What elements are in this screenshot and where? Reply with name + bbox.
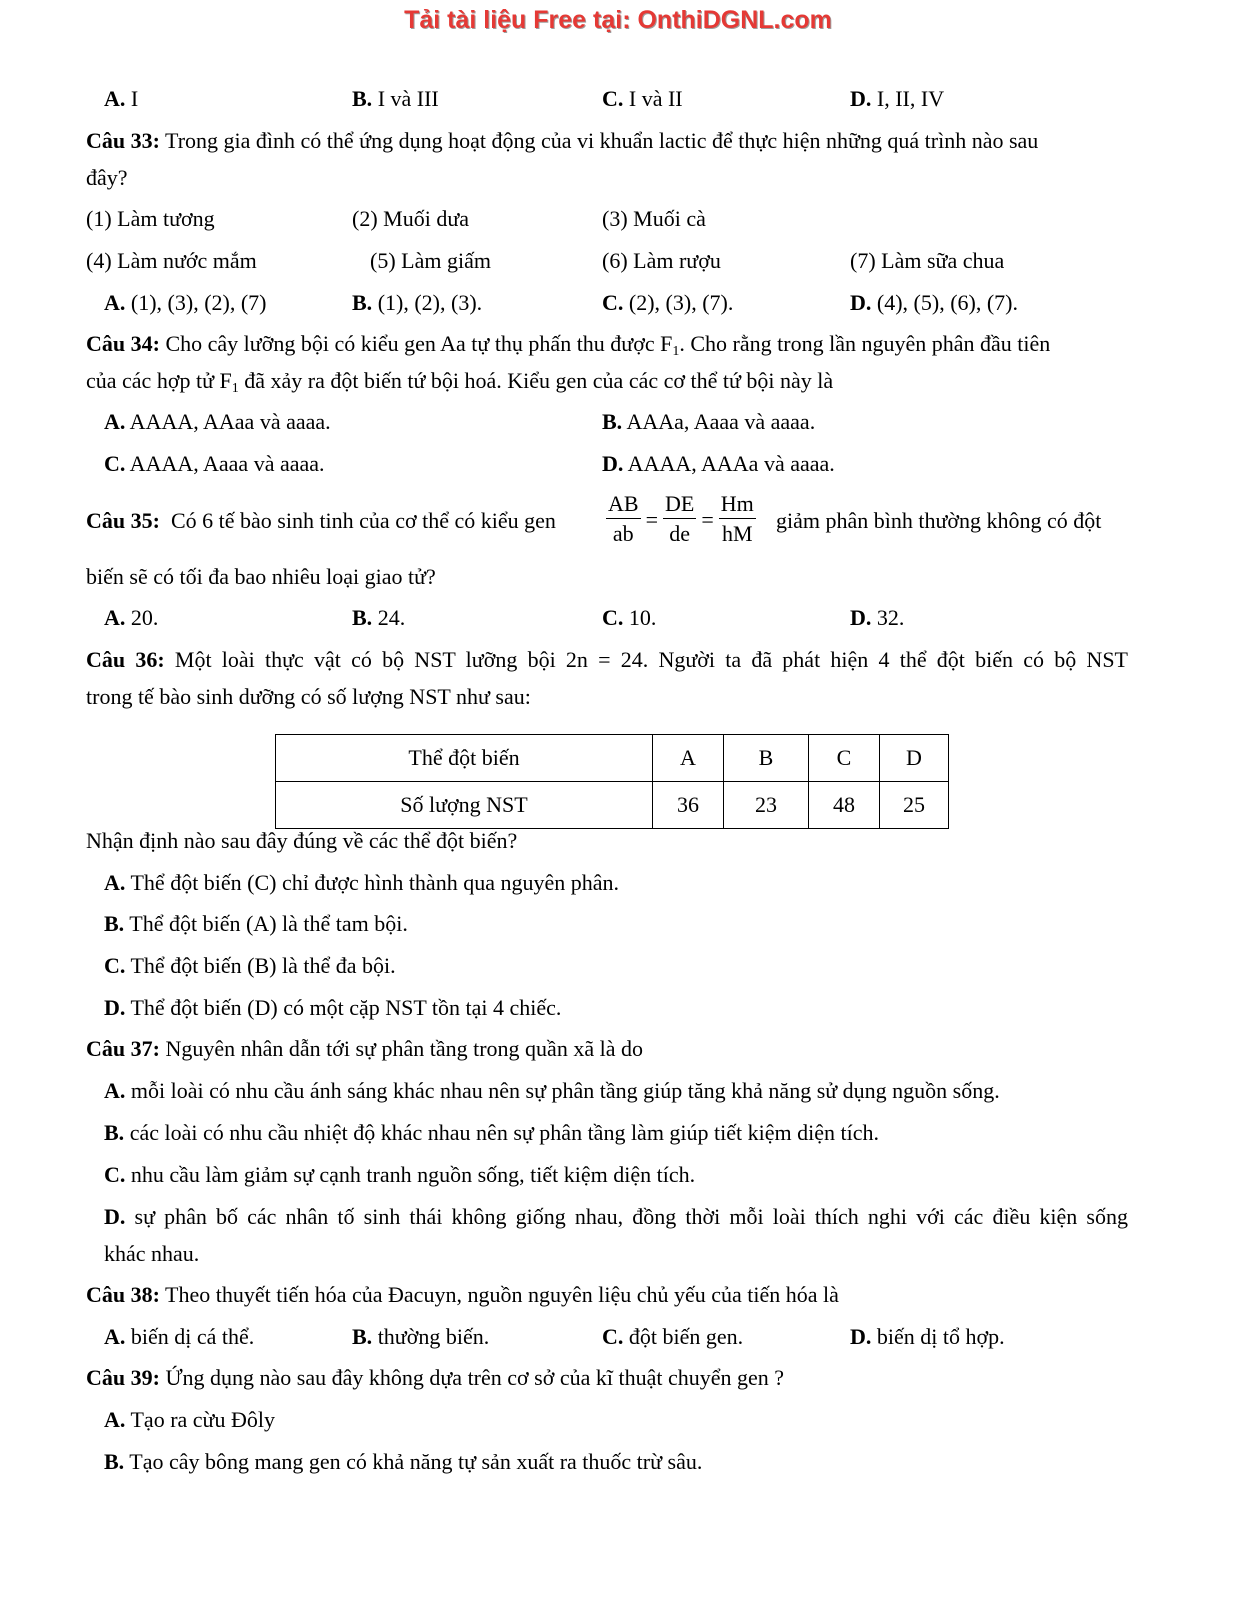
q33-item-5: (5) Làm giấm: [370, 248, 491, 273]
q35-option-c: C. 10.: [602, 605, 657, 630]
table-cell: 25: [880, 782, 949, 829]
q39-option-a: A. Tạo ra cừu Đôly: [104, 1407, 275, 1432]
q38-option-c: C. đột biến gen.: [602, 1324, 744, 1349]
q33-item-2: (2) Muối dưa: [352, 206, 470, 231]
table-cell: 36: [653, 782, 724, 829]
q36-option-d: D. Thể đột biến (D) có một cặp NST tồn tại 4 chiếc.: [104, 995, 562, 1020]
q33-item-7: (7) Làm sữa chua: [850, 248, 1005, 273]
q33-item-1: (1) Làm tương: [86, 206, 215, 231]
page-header-link[interactable]: Tải tài liệu Free tại: OnthiDGNL.com: [404, 6, 832, 34]
q39-option-b: B. Tạo cây bông mang gen có khả năng tự sản xuất ra thuốc trừ sâu.: [104, 1449, 703, 1474]
q36-option-a: A. Thể đột biến (C) chỉ được hình thành qua nguyên phân.: [104, 870, 619, 895]
q32-option-b: B. I và III: [352, 86, 439, 111]
q34-option-b: B. AAAa, Aaaa và aaaa.: [602, 409, 816, 434]
q38-option-d: D. biến dị tổ hợp.: [850, 1324, 1005, 1349]
q34-option-d: D. AAAA, AAAa và aaaa.: [602, 451, 835, 476]
table-header-cell: B: [724, 735, 809, 782]
q33-stem: Câu 33: Trong gia đình có thể ứng dụng hoạt động của vi khuẩn lactic để thực hiện những quá trình nào sau: [86, 128, 1039, 153]
q34-stem: Câu 34: Cho cây lưỡng bội có kiểu gen Aa tự thụ phấn thu được $F_1$. Cho rằng trong lần nguyên phân đầu tiên: [86, 331, 1051, 359]
q38-stem: Câu 38: Theo thuyết tiến hóa của Đacuyn, nguồn nguyên liệu chủ yếu của tiến hóa là: [86, 1282, 839, 1307]
q38-option-a: A. biến dị cá thể.: [104, 1324, 255, 1349]
q37-option-d: D. sự phân bố các nhân tố sinh thái không giống nhau, đồng thời mỗi loài thích nghi với các điều kiện sống: [104, 1204, 1128, 1229]
q32-option-a: A. I: [104, 86, 139, 111]
q33-option-b: B. (1), (2), (3).: [352, 290, 483, 315]
q34-stem-cont: của các hợp tử $F_1$ đã xảy ra đột biến tứ bội hoá. Kiểu gen của các cơ thể tứ bội này là: [86, 368, 834, 396]
q37-stem: Câu 37: Nguyên nhân dẫn tới sự phân tầng trong quần xã là do: [86, 1036, 643, 1061]
q33-stem-cont: đây?: [86, 165, 128, 190]
q35-option-b: B. 24.: [352, 605, 406, 630]
table-cell: 48: [809, 782, 880, 829]
q35-stem-label: Câu 35: Có 6 tế bào sinh tinh của cơ thể có kiểu gen: [86, 508, 556, 533]
table-header-cell: C: [809, 735, 880, 782]
q33-option-c: C. (2), (3), (7).: [602, 290, 734, 315]
q39-stem: Câu 39: Ứng dụng nào sau đây không dựa trên cơ sở của kĩ thuật chuyển gen ?: [86, 1365, 785, 1390]
q36-option-c: C. Thể đột biến (B) là thể đa bội.: [104, 953, 396, 978]
q35-stem-tail: giảm phân bình thường không có đột: [776, 508, 1102, 533]
q34-option-c: C. AAAA, Aaaa và aaaa.: [104, 451, 325, 476]
q36-option-b: B. Thể đột biến (A) là thể tam bội.: [104, 911, 408, 936]
q38-option-b: B. thường biến.: [352, 1324, 490, 1349]
q35-fraction-de: $\frac{DE}{de}$: [664, 491, 695, 546]
q33-item-6: (6) Làm rượu: [602, 248, 721, 273]
table-header-cell: A: [653, 735, 724, 782]
nst-table: [275, 734, 949, 829]
q32-option-c: C. I và II: [602, 86, 683, 111]
q32-option-d: D. I, II, IV: [850, 86, 945, 111]
q33-item-3: (3) Muối cà: [602, 206, 706, 231]
q35-option-d: D. 32.: [850, 605, 905, 630]
q33-item-4: (4) Làm nước mắm: [86, 248, 257, 273]
q33-option-d: D. (4), (5), (6), (7).: [850, 290, 1018, 315]
q36-stem-cont: trong tế bào sinh dưỡng có số lượng NST như sau:: [86, 684, 531, 709]
q37-option-a: A. mỗi loài có nhu cầu ánh sáng khác nhau nên sự phân tầng giúp tăng khả năng sử dụng nguồn sống.: [104, 1078, 1000, 1103]
q35-genotype-formula: $\frac{AB}{ab}$ = $\frac{DE}{de}$ = $\frac{Hm}{hM}$: [604, 490, 758, 549]
q34-option-a: A. AAAA, AAaa và aaaa.: [104, 409, 331, 434]
q37-option-b: B. các loài có nhu cầu nhiệt độ khác nhau nên sự phân tầng làm giúp tiết kiệm diện tích.: [104, 1120, 879, 1145]
q35-stem-cont: biến sẽ có tối đa bao nhiêu loại giao tử?: [86, 564, 436, 589]
table-row: [276, 782, 949, 829]
table-header-cell: D: [880, 735, 949, 782]
table-row: [276, 735, 949, 782]
q36-stem: Câu 36: Một loài thực vật có bộ NST lưỡng bội 2n = 24. Người ta đã phát hiện 4 thể đột biến có bộ NST: [86, 647, 1128, 672]
table-header-cell: Thể đột biến: [276, 735, 653, 782]
q35-fraction-ab: $\frac{AB}{ab}$: [608, 491, 639, 546]
q35-option-a: A. 20.: [104, 605, 159, 630]
q33-option-a: A. (1), (3), (2), (7): [104, 290, 267, 315]
table-cell: 23: [724, 782, 809, 829]
table-cell: Số lượng NST: [276, 782, 653, 829]
q37-option-c: C. nhu cầu làm giảm sự cạnh tranh nguồn sống, tiết kiệm diện tích.: [104, 1162, 696, 1187]
q36-question: Nhận định nào sau đây đúng về các thể đột biến?: [86, 828, 518, 853]
q35-fraction-hm: $\frac{Hm}{hM}$: [720, 491, 754, 546]
q37-option-d-cont: khác nhau.: [104, 1241, 200, 1266]
